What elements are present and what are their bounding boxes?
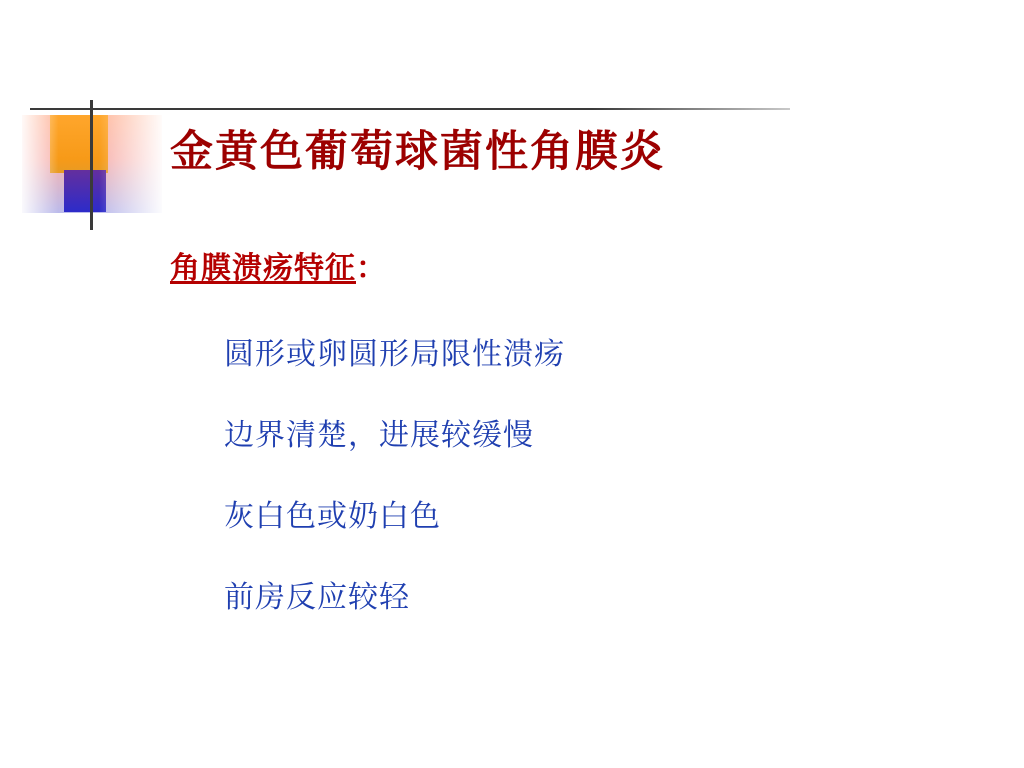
section-heading-text: 角膜溃疡特征 <box>170 251 356 286</box>
decorative-logo-block <box>22 100 172 230</box>
section-heading-colon: ： <box>356 251 387 286</box>
vertical-rule <box>90 100 93 230</box>
list-item: 灰白色或奶白色 <box>224 499 441 534</box>
list-item: 边界清楚，进展较缓慢 <box>224 418 534 453</box>
yellow-square-icon <box>50 115 108 173</box>
list-item: 圆形或卵圆形局限性溃疡 <box>224 337 565 372</box>
bullet-list <box>224 337 924 664</box>
list-item: 前房反应较轻 <box>224 580 410 615</box>
blue-square-icon <box>64 170 106 212</box>
slide-title: 金黄色葡萄球菌性角膜炎 <box>170 127 665 177</box>
horizontal-rule <box>30 108 790 110</box>
section-heading <box>170 243 387 287</box>
